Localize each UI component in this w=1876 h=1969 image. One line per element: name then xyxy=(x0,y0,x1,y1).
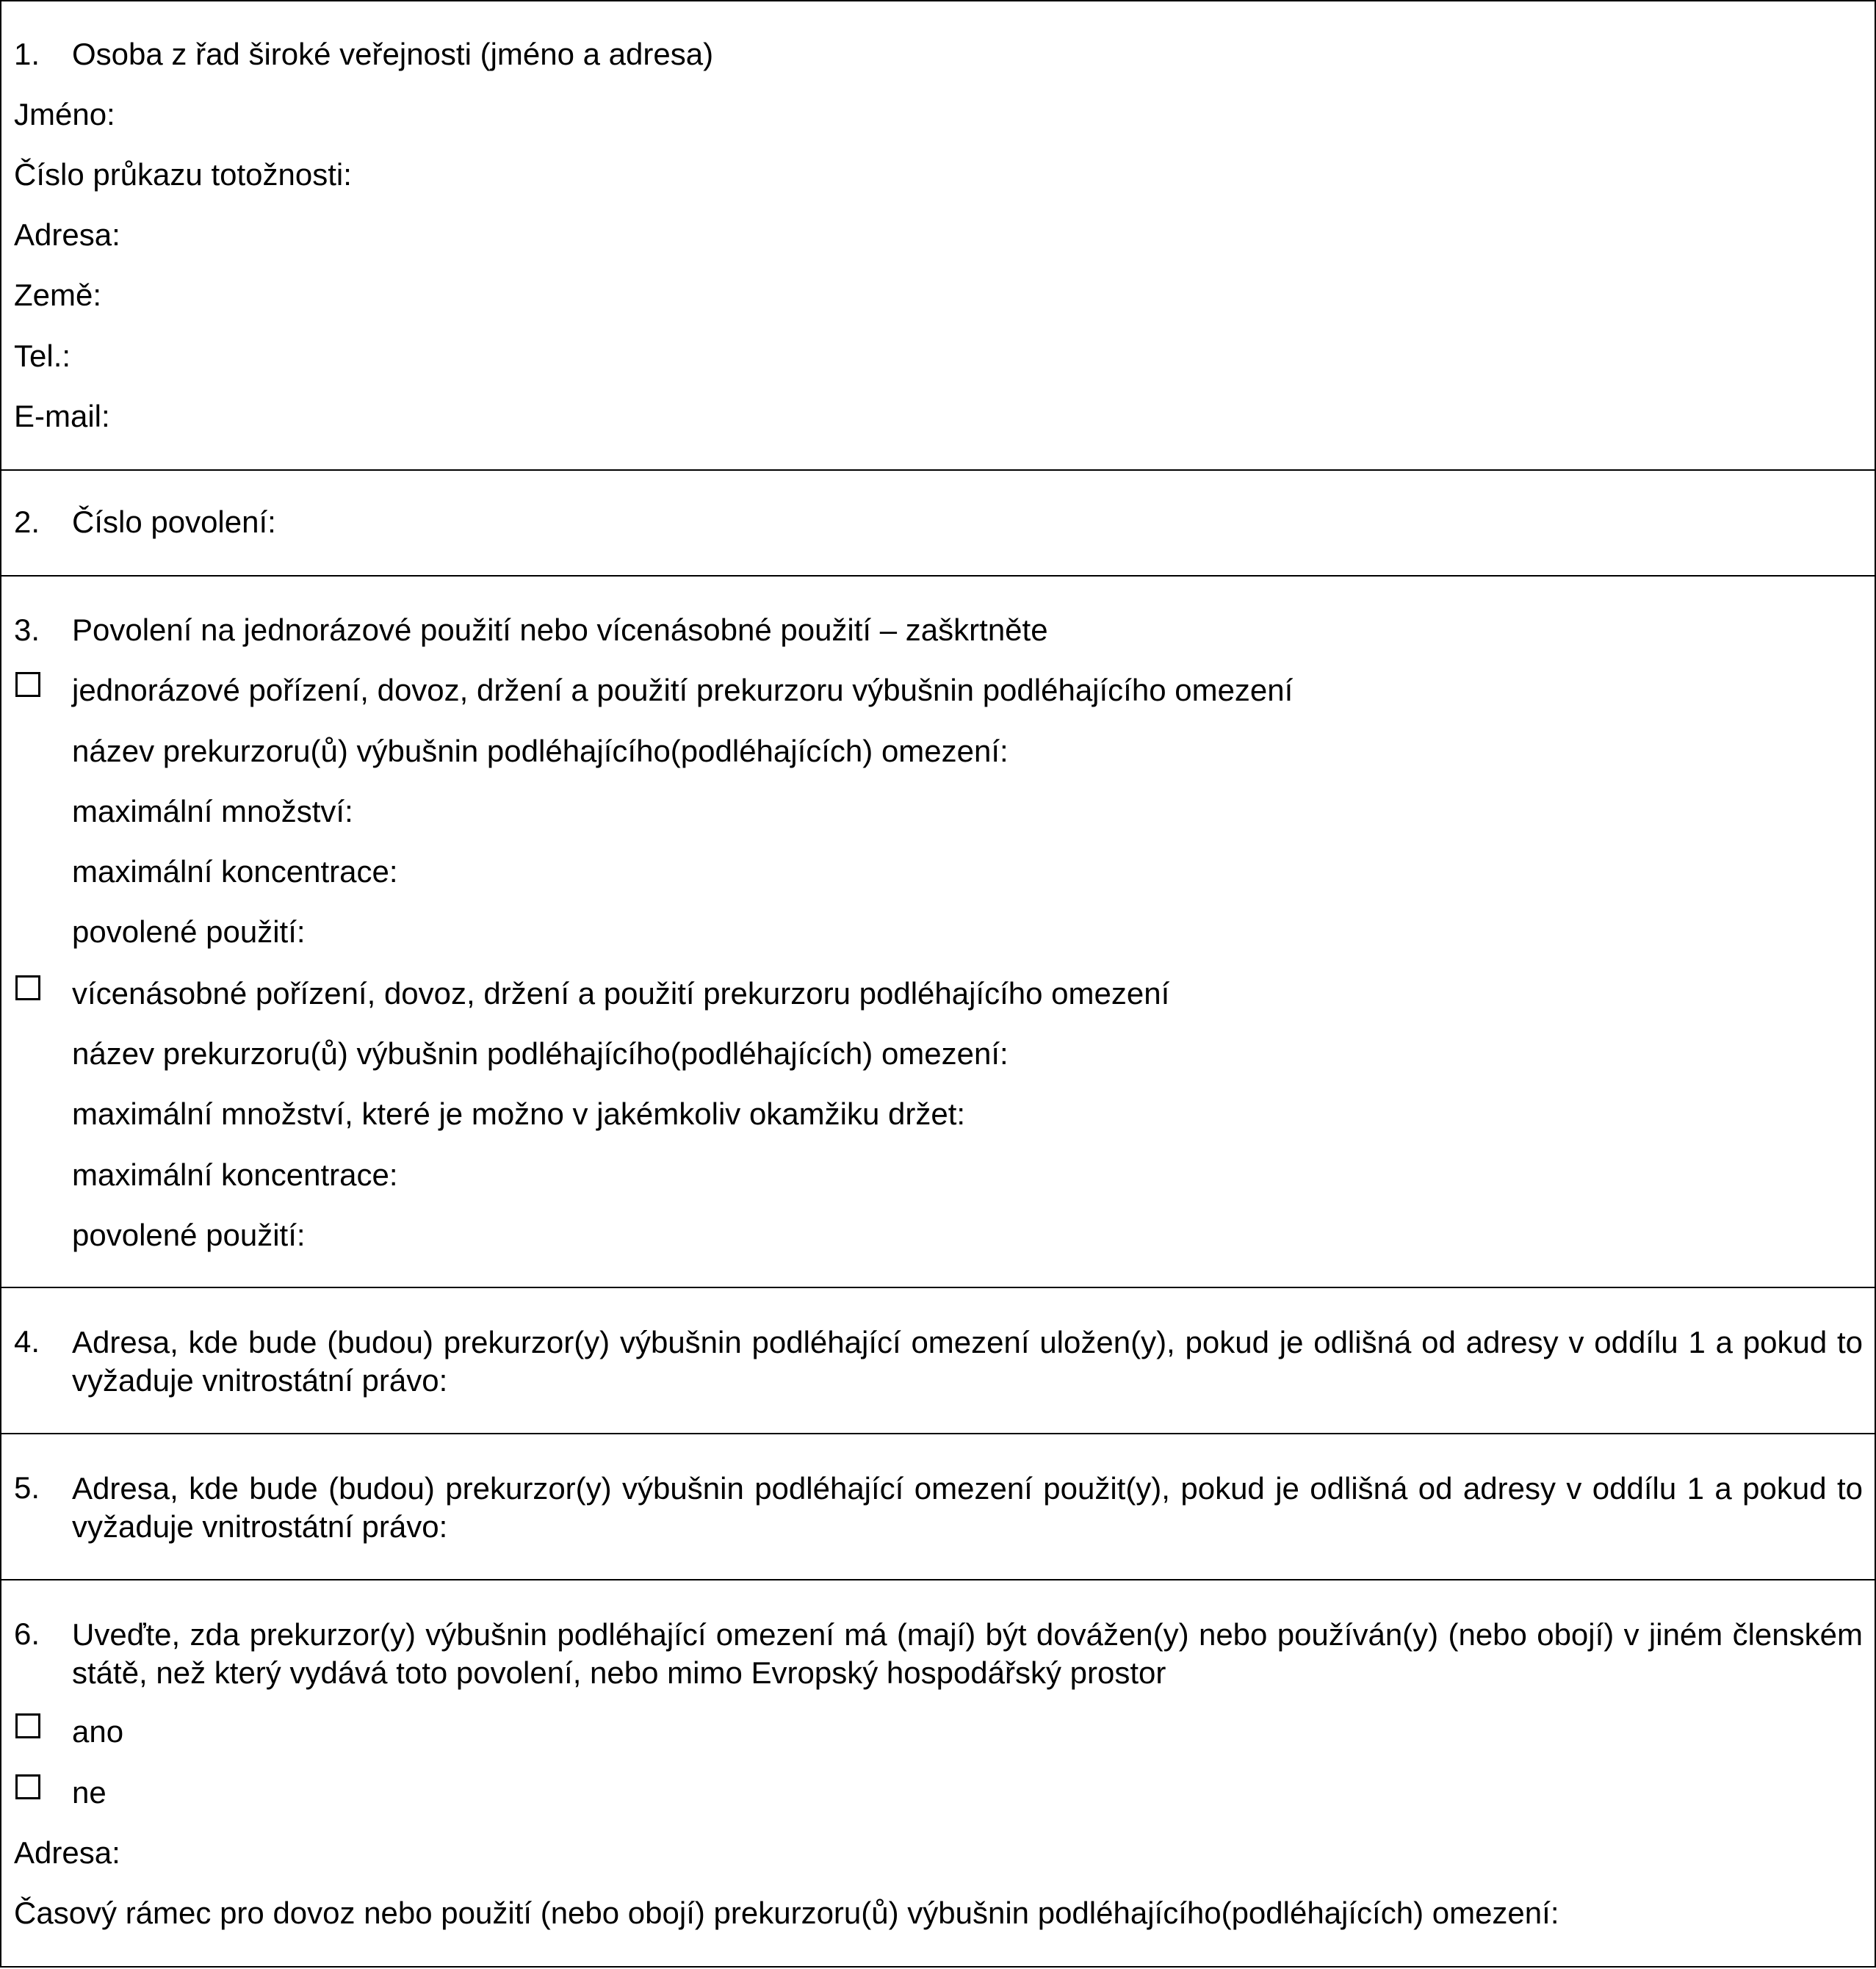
multiple-use-intended-use-field[interactable]: povolené použití: xyxy=(72,1218,306,1252)
single-use-checkbox[interactable] xyxy=(15,672,40,697)
section-3-heading: Povolení na jednorázové použití nebo vícenásobné použití – zaškrtněte xyxy=(72,613,1048,647)
section-number: 3. xyxy=(14,613,40,647)
field-storage-address[interactable]: Adresa, kde bude (budou) prekurzor(y) výbušnin podléhající omezení uložen(y), pokud je odlišná od adresy v oddílu 1 a pokud to vyžaduje vnitrostátní právo: xyxy=(72,1325,1863,1398)
field-other-state-address[interactable]: Adresa: xyxy=(14,1835,120,1870)
single-use-label: jednorázové pořízení, dovoz, držení a použití prekurzoru výbušnin podléhajícího omezení xyxy=(72,673,1294,707)
multiple-use-max-concentration-field[interactable]: maximální koncentrace: xyxy=(72,1157,398,1192)
multiple-use-max-quantity-field[interactable]: maximální množství, které je možno v jakémkoliv okamžiku držet: xyxy=(72,1097,966,1131)
section-5-use-address xyxy=(1,1433,1875,1579)
field-use-address[interactable]: Adresa, kde bude (budou) prekurzor(y) výbušnin podléhající omezení použit(y), pokud je odlišná od adresy v oddílu 1 a pokud to vyžaduje vnitrostátní právo: xyxy=(72,1471,1863,1544)
section-6-question: Uveďte, zda prekurzor(y) výbušnin podléhající omezení má (mají) být dovážen(y) nebo používán(y) (nebo obojí) v jiném členském státě, než který vydává toto povolení, nebo mimo Evropský hospodářský prostor xyxy=(72,1617,1863,1690)
field-licence-number[interactable]: Číslo povolení: xyxy=(72,505,276,539)
section-number: 2. xyxy=(14,505,40,539)
single-use-max-quantity-field[interactable]: maximální množství: xyxy=(72,794,353,828)
field-name[interactable]: Jméno: xyxy=(14,97,115,131)
section-2-licence-number xyxy=(1,469,1875,575)
section-number: 4. xyxy=(14,1324,40,1359)
section-number: 6. xyxy=(14,1616,40,1651)
field-timeframe[interactable]: Časový rámec pro dovoz nebo použití (nebo obojí) prekurzoru(ů) výbušnin podléhajícího(podléhajících) omezení: xyxy=(14,1896,1559,1930)
single-use-precursor-name-field[interactable]: název prekurzoru(ů) výbušnin podléhajícího(podléhajících) omezení: xyxy=(72,734,1009,768)
field-id-number[interactable]: Číslo průkazu totožnosti: xyxy=(14,157,352,192)
section-number: 5. xyxy=(14,1470,40,1505)
yes-label: ano xyxy=(72,1714,124,1749)
multiple-use-checkbox[interactable] xyxy=(15,975,40,1000)
no-label: ne xyxy=(72,1775,107,1810)
multiple-use-label: vícenásobné pořízení, dovoz, držení a použití prekurzoru podléhajícího omezení xyxy=(72,976,1170,1011)
field-email[interactable]: E-mail: xyxy=(14,399,110,433)
section-1-heading: Osoba z řad široké veřejnosti (jméno a adresa) xyxy=(72,37,714,71)
single-use-max-concentration-field[interactable]: maximální koncentrace: xyxy=(72,854,398,889)
multiple-use-precursor-name-field[interactable]: název prekurzoru(ů) výbušnin podléhajícího(podléhajících) omezení: xyxy=(72,1036,1009,1071)
field-phone[interactable]: Tel.: xyxy=(14,339,71,373)
yes-checkbox[interactable] xyxy=(15,1713,40,1738)
single-use-intended-use-field[interactable]: povolené použití: xyxy=(72,914,306,949)
section-number: 1. xyxy=(14,37,40,71)
field-address[interactable]: Adresa: xyxy=(14,217,120,252)
section-6-other-state xyxy=(1,1579,1875,1969)
section-4-storage-address xyxy=(1,1287,1875,1433)
section-3-usage-type xyxy=(1,575,1875,1287)
section-1-applicant xyxy=(1,1,1875,469)
field-country[interactable]: Země: xyxy=(14,278,102,312)
no-checkbox[interactable] xyxy=(15,1774,40,1799)
